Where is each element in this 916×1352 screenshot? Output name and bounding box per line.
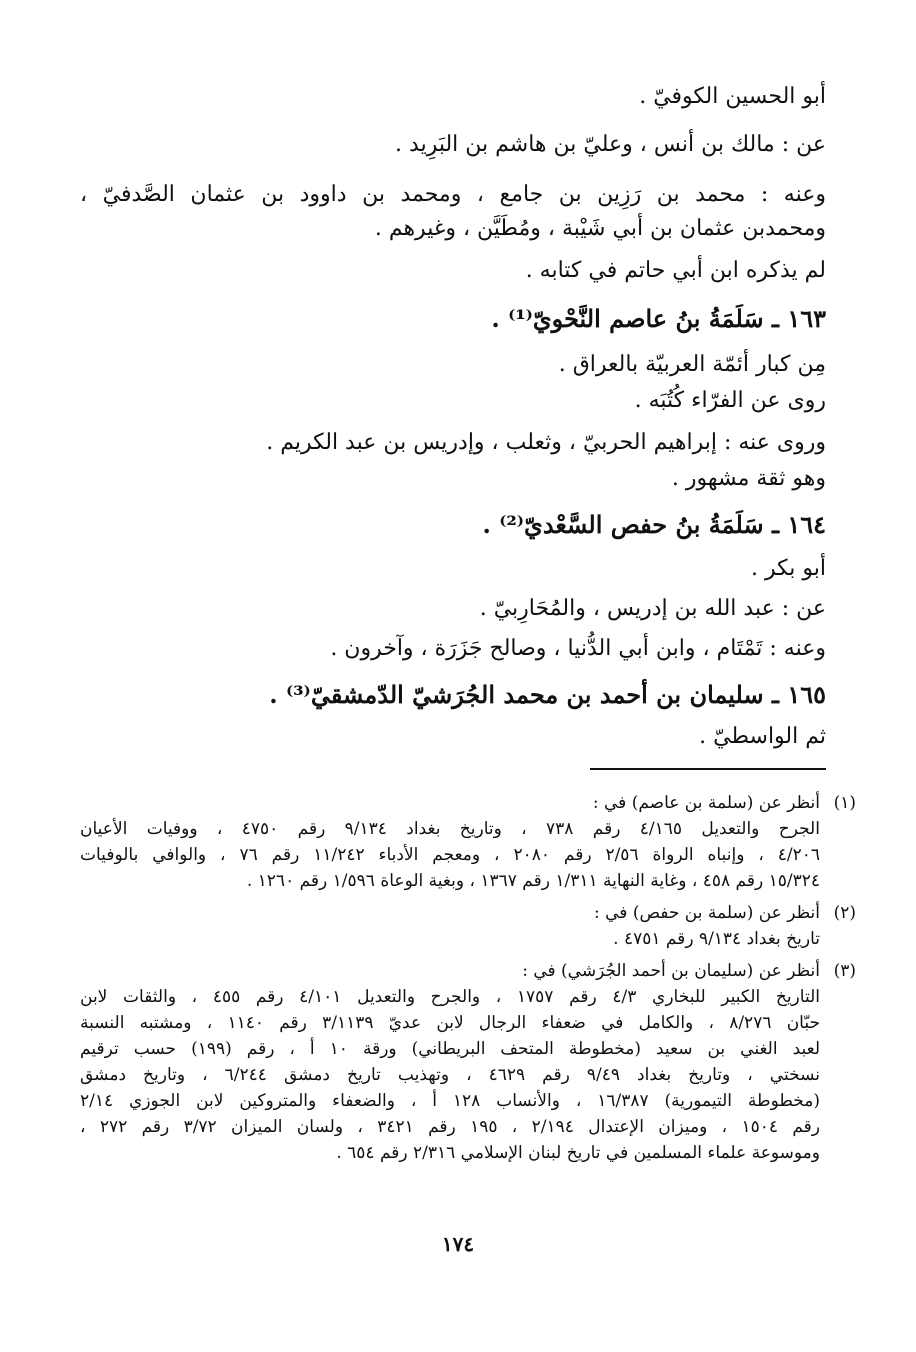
footnote-line: تاريخ بغداد ٩/١٣٤ رقم ٤٧٥١ .: [613, 929, 820, 949]
footnote-line: لعبد الغني بن سعيد (مخطوطة المتحف البريطاني) ورقة ١٠ أ ، رقم (١٩٩) حسب ترقيم: [80, 1039, 821, 1059]
text-line: وعنه : تَمْتَام ، وابن أبي الدُّنيا ، وصالح جَزَرَة ، وآخرون .: [330, 636, 826, 661]
page-number: ١٧٤: [441, 1232, 475, 1256]
footnote-marker: (١): [833, 793, 856, 813]
footnote-line: نسختي ، وتاريخ بغداد ٩/٤٩ رقم ٤٦٢٩ ، وتهذيب تاريخ دمشق ٦/٢٤٤ ، وتاريخ دمشق: [80, 1065, 820, 1085]
text-line: لم يذكره ابن أبي حاتم في كتابه .: [525, 258, 826, 283]
footnote-line: ٤/٢٠٦ ، وإنباه الرواة ٢/٥٦ رقم ٢٠٨٠ ، ومعجم الأدباء ١١/٢٤٢ رقم ٧٦ ، والوافي بالوفيات: [80, 845, 820, 865]
footnote-marker: (٢): [833, 903, 856, 923]
footnote-line: التاريخ الكبير للبخاري ٤/٣ رقم ١٧٥٧ ، والجرح والتعديل ٤/١٠١ رقم ٤٥٥ ، والثقات لابن: [80, 987, 820, 1007]
footnote-marker: (٣): [833, 961, 856, 981]
footnote-title: أنظر عن (سلمة بن عاصم) في :: [592, 793, 820, 813]
text-line: مِن كبار أئمّة العربيّة بالعراق .: [558, 352, 826, 377]
text-line: عن : مالك بن أنس ، وعليّ بن هاشم بن البَرِيد .: [395, 132, 826, 157]
text-line: عن : عبد الله بن إدريس ، والمُحَارِبيّ .: [479, 596, 826, 621]
entry-heading: ١٦٥ ـ سليمان بن أحمد بن محمد الجُرَشيّ الدّمشقيّ⁽³⁾ .: [269, 680, 826, 709]
text-line: روى عن الفرّاء كُتُبَه .: [634, 388, 826, 413]
text-line: وعنه : محمد بن رَزِين بن جامع ، ومحمد بن داوود بن عثمان الصَّدفيّ ،: [80, 182, 826, 207]
text-line: ومحمدبن عثمان بن أبي شَيْبة ، ومُطَيَّن ، وغيرهم .: [374, 216, 826, 241]
text-line: أبو بكر .: [751, 556, 826, 581]
footnote-line: وموسوعة علماء المسلمين في تاريخ لبنان الإسلامي ٢/٣١٦ رقم ٦٥٤ .: [336, 1143, 820, 1163]
footnote-title: أنظر عن (سليمان بن أحمد الجُرَشي) في :: [522, 961, 820, 981]
entry-heading: ١٦٤ ـ سَلَمَةُ بنُ حفص السَّعْديّ⁽²⁾ .: [482, 510, 826, 539]
footnote-line: ١٥/٣٢٤ رقم ٤٥٨ ، وغاية النهاية ١/٣١١ رقم ١٣٦٧ ، وبغية الوعاة ١/٥٩٦ رقم ١٢٦٠ .: [246, 871, 820, 891]
text-line: ثم الواسطيّ .: [699, 724, 826, 749]
footnote-separator: [590, 768, 826, 770]
entry-heading: ١٦٣ ـ سَلَمَةُ بنُ عاصم النَّحْويّ⁽¹⁾ .: [491, 304, 826, 333]
footnote-line: رقم ١٥٠٤ ، وميزان الإعتدال ٢/١٩٤ ، ١٩٥ رقم ٣٤٢١ ، ولسان الميزان ٣/٧٢ رقم ٢٧٢ ،: [80, 1117, 820, 1137]
footnote-line: (مخطوطة التيمورية) ١٦/٣٨٧ ، والأنساب ١٢٨ أ ، والضعفاء والمتروكين لابن الجوزي ٢/١٤: [80, 1091, 821, 1111]
footnote-title: أنظر عن (سلمة بن حفص) في :: [594, 903, 820, 923]
footnote-line: الجرح والتعديل ٤/١٦٥ رقم ٧٣٨ ، وتاريخ بغداد ٩/١٣٤ رقم ٤٧٥٠ ، ووفيات الأعيان: [80, 819, 820, 839]
text-line: أبو الحسين الكوفيّ .: [639, 84, 826, 109]
footnote-line: حبّان ٨/٢٧٦ ، والكامل في ضعفاء الرجال لابن عديّ ٣/١١٣٩ رقم ١١٤٠ ، ومشتبه النسبة: [80, 1013, 820, 1033]
text-line: وهو ثقة مشهور .: [671, 466, 826, 491]
text-line: وروى عنه : إبراهيم الحربيّ ، وثعلب ، وإدريس بن عبد الكريم .: [266, 430, 826, 455]
